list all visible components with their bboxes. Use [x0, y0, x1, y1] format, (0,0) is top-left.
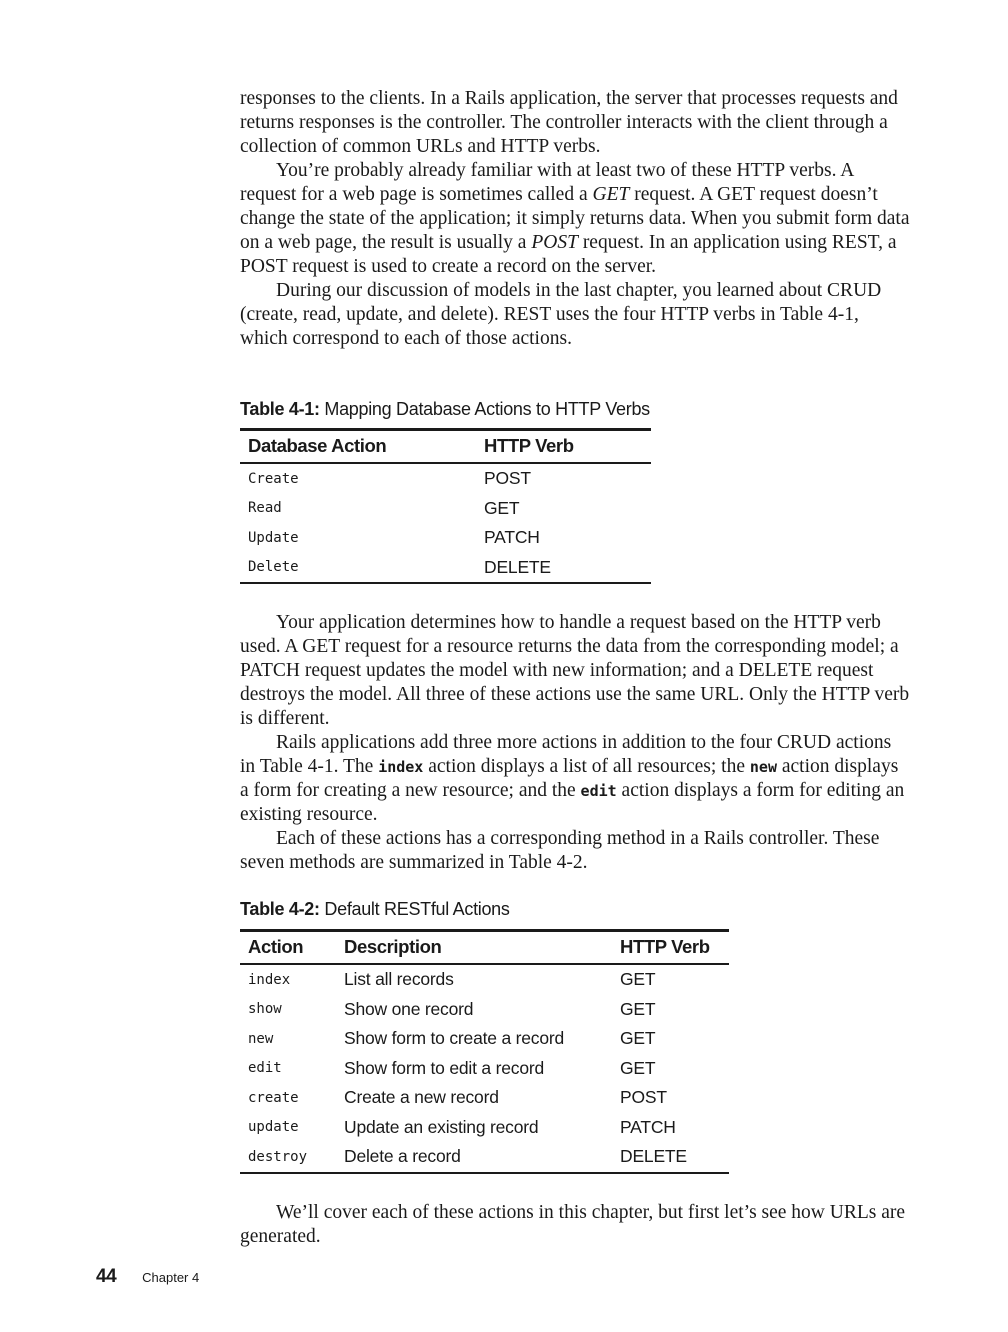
table-row — [240, 1142, 729, 1173]
text-run: request. In an application using REST, a POST request is used to create a record on the server. — [240, 232, 897, 277]
table-cell: Create — [248, 470, 299, 487]
inline-code: edit — [580, 782, 617, 800]
table-cell: show — [248, 1001, 282, 1018]
text-run: action displays a form for creating a new resource; and the — [240, 756, 899, 801]
caption-label: Table 4-1: — [240, 399, 320, 419]
table-cell: destroy — [240, 1142, 336, 1173]
column-header: Description — [336, 931, 612, 965]
table-row — [240, 463, 651, 494]
table-row — [240, 1024, 729, 1054]
table-cell: DELETE — [476, 553, 651, 584]
table-cell: PATCH — [620, 1116, 676, 1137]
table-cell: GET — [620, 998, 656, 1019]
table-caption — [240, 399, 650, 420]
body-text-middle — [240, 611, 910, 875]
table-row — [240, 553, 651, 584]
table-cell: GET — [620, 969, 656, 990]
table-cell: Create a new record — [344, 1087, 499, 1108]
chapter-label: Chapter 4 — [142, 1270, 200, 1285]
page-footer — [96, 1266, 199, 1288]
table-cell: PATCH — [484, 527, 540, 548]
table-cell: Delete — [240, 553, 476, 584]
text-run: action displays a list of all resources; the — [423, 756, 750, 777]
table-cell: Delete a record — [336, 1142, 612, 1173]
caption-text: Default RESTful Actions — [319, 899, 510, 919]
table-cell: Update — [248, 529, 299, 546]
table-cell: POST — [484, 468, 531, 489]
table-row — [240, 523, 651, 553]
table-row — [240, 964, 729, 995]
table-row — [240, 1054, 729, 1084]
table-cell: POST — [620, 1087, 667, 1108]
column-header: HTTP Verb — [476, 430, 651, 464]
page-number: 44 — [96, 1266, 117, 1287]
text-run: request. A GET request doesn’t change the state of the application; it simply returns data. When you submit form data on a web page, the result is usually a — [240, 184, 910, 253]
column-header: Action — [240, 931, 336, 965]
table-row — [240, 1083, 729, 1113]
table-caption — [240, 899, 510, 920]
table-row — [240, 1113, 729, 1143]
body-text-bottom — [240, 1201, 910, 1249]
table-database-actions — [240, 428, 651, 584]
body-text-top — [240, 87, 910, 351]
caption-text: Mapping Database Actions to HTTP Verbs — [319, 399, 650, 419]
table-header-row — [240, 430, 651, 464]
table-cell: Show form to create a record — [344, 1028, 565, 1049]
column-header: Database Action — [240, 430, 476, 464]
table-row — [240, 995, 729, 1025]
table-cell: GET — [620, 1028, 656, 1049]
table-cell: Show one record — [344, 998, 474, 1019]
text-run: Rails applications add three more actions in addition to the four CRUD actions in Table 4-1. The — [240, 732, 892, 777]
paragraph: responses to the clients. In a Rails application, the server that processes requests and returns responses is the controller. The controller interacts with the client through a collection of common URLs and HTTP verbs. — [240, 88, 898, 157]
column-header: HTTP Verb — [612, 931, 729, 965]
paragraph — [240, 159, 910, 279]
emphasis: GET — [592, 184, 630, 205]
paragraph: Each of these actions has a corresponding method in a Rails controller. These seven methods are summarized in Table 4-2. — [240, 828, 880, 873]
table-restful-actions — [240, 929, 729, 1174]
table-cell: Read — [248, 500, 282, 517]
table-cell: Update an existing record — [344, 1116, 539, 1137]
inline-code: new — [749, 758, 777, 776]
table-cell: Show form to edit a record — [344, 1057, 545, 1078]
text-run: You’re probably already familiar with at least two of these HTTP verbs. A request for a web page is sometimes called a — [240, 160, 854, 205]
paragraph: Your application determines how to handle a request based on the HTTP verb used. A GET request for a resource returns the data from the corresponding model; a PATCH request updates the model with new information; and a DELETE request destroys the model. All three of these actions use the same URL. Only the HTTP verb is different. — [240, 612, 910, 729]
paragraph: During our discussion of models in the last chapter, you learned about CRUD (create, read, update, and delete). REST uses the four HTTP verbs in Table 4-1, which correspond to each of those actions. — [240, 280, 882, 349]
paragraph: We’ll cover each of these actions in this chapter, but first let’s see how URLs are generated. — [240, 1202, 906, 1247]
table-cell: new — [248, 1030, 274, 1047]
table-row — [240, 494, 651, 524]
table-cell: edit — [248, 1060, 282, 1077]
table-cell: create — [248, 1089, 299, 1106]
paragraph — [240, 731, 910, 827]
inline-code: index — [378, 758, 424, 776]
table-cell: DELETE — [612, 1142, 729, 1173]
table-cell: List all records — [344, 969, 454, 990]
table-cell: GET — [620, 1057, 656, 1078]
table-cell: index — [248, 971, 291, 988]
table-cell: GET — [484, 497, 520, 518]
emphasis: POST — [531, 232, 578, 253]
table-cell: update — [248, 1119, 299, 1136]
table-header-row — [240, 931, 729, 965]
caption-label: Table 4-2: — [240, 899, 320, 919]
text-run: action displays a form for editing an existing resource. — [240, 780, 905, 825]
